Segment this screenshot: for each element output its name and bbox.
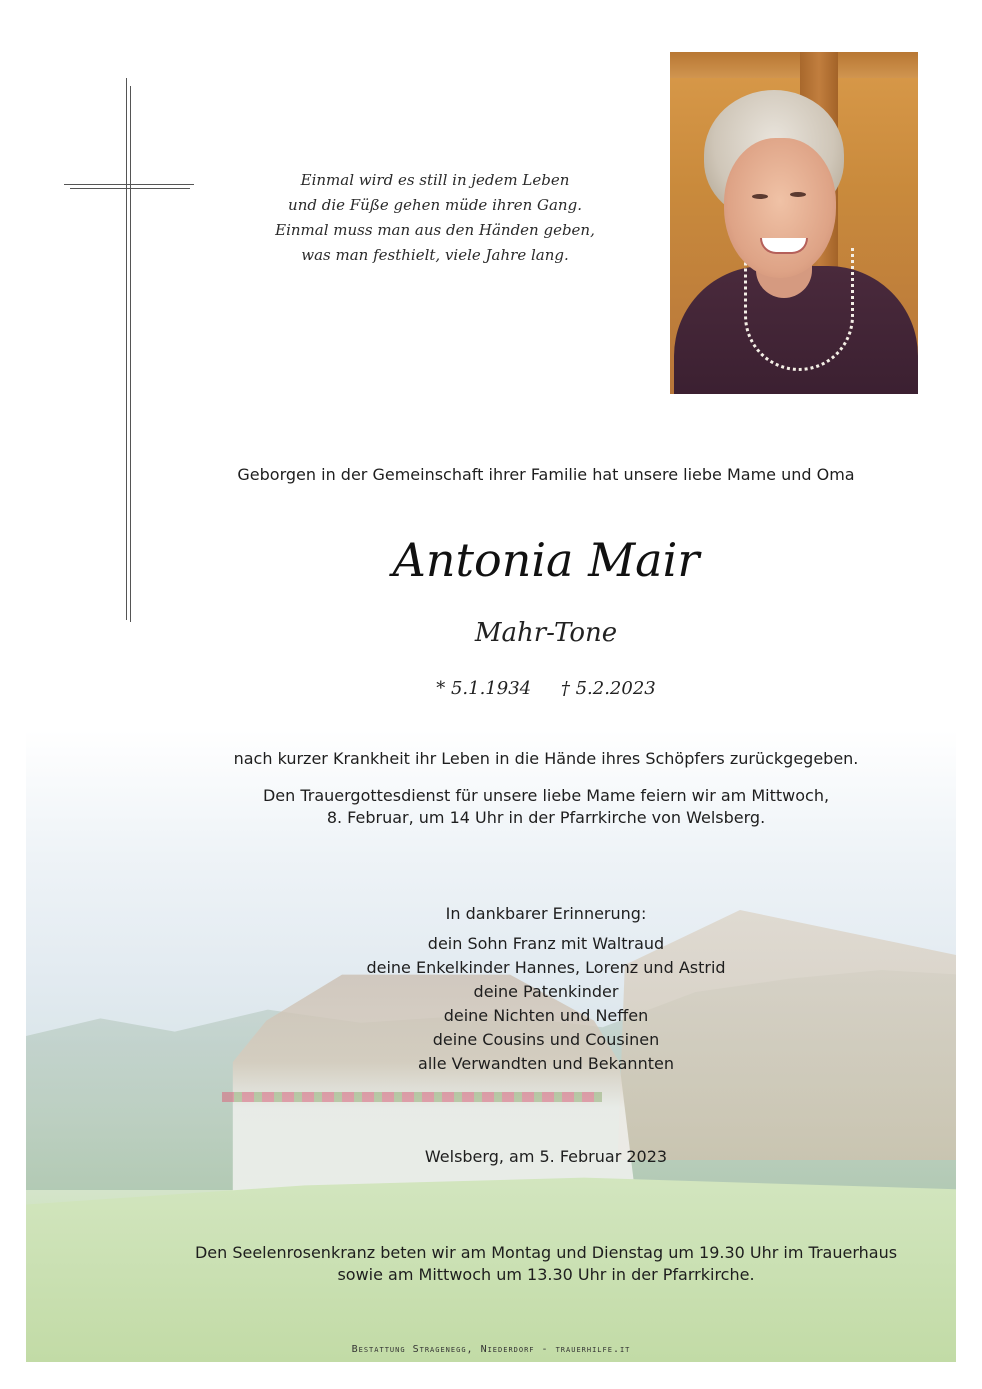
- passage-text: nach kurzer Krankheit ihr Leben in die Hände ihres Schöpfers zurückgegeben.: [233, 749, 859, 768]
- mourner-line: dein Sohn Franz mit Waltraud: [427, 934, 665, 953]
- cross-icon: [126, 78, 127, 620]
- poem: [220, 168, 650, 268]
- mourner-line: alle Verwandten und Bekannten: [418, 1054, 674, 1073]
- rosary-line: Den Seelenrosenkranz beten wir am Montag und Dienstag um 19.30 Uhr im Trauerhaus: [194, 1243, 898, 1262]
- mourner-line: deine Patenkinder: [473, 982, 619, 1001]
- intro-text: Geborgen in der Gemeinschaft ihrer Familie hat unsere liebe Mame und Oma: [237, 465, 855, 484]
- mourner-line: deine Nichten und Neffen: [443, 1006, 649, 1025]
- service-text: [160, 785, 932, 829]
- poem-line: Einmal muss man aus den Händen geben,: [275, 221, 595, 239]
- rosary-line: sowie am Mittwoch um 13.30 Uhr in der Pfarrkirche.: [337, 1265, 755, 1284]
- mourners-list: [260, 902, 832, 1076]
- deceased-name: Antonia Mair: [392, 533, 700, 587]
- funeral-home-footer: Bestattung Stragenegg, Niederdorf - trauerhilfe.it: [351, 1344, 631, 1355]
- service-line: Den Trauergottesdienst für unsere liebe Mame feiern wir am Mittwoch,: [262, 786, 830, 805]
- cross-icon-bar-inner: [70, 188, 190, 189]
- poem-line: was man festhielt, viele Jahre lang.: [301, 246, 569, 264]
- poem-line: Einmal wird es still in jedem Leben: [300, 171, 570, 189]
- birth-date: * 5.1.1934: [436, 678, 532, 699]
- death-date: † 5.2.2023: [560, 678, 656, 699]
- portrait-photo: [670, 52, 918, 394]
- place-date: Welsberg, am 5. Februar 2023: [424, 1147, 668, 1166]
- mourner-line: deine Cousins und Cousinen: [432, 1030, 660, 1049]
- poem-line: und die Füße gehen müde ihren Gang.: [288, 196, 582, 214]
- cross-icon-line: [130, 86, 131, 622]
- cross-icon-bar: [64, 184, 194, 185]
- rosary-text: [120, 1242, 972, 1286]
- deceased-nickname: Mahr-Tone: [474, 618, 618, 648]
- mourner-line: deine Enkelkinder Hannes, Lorenz und Astrid: [366, 958, 726, 977]
- service-line: 8. Februar, um 14 Uhr in der Pfarrkirche von Welsberg.: [326, 808, 766, 827]
- memory-heading: In dankbarer Erinnerung:: [445, 904, 647, 923]
- life-dates: [300, 676, 792, 702]
